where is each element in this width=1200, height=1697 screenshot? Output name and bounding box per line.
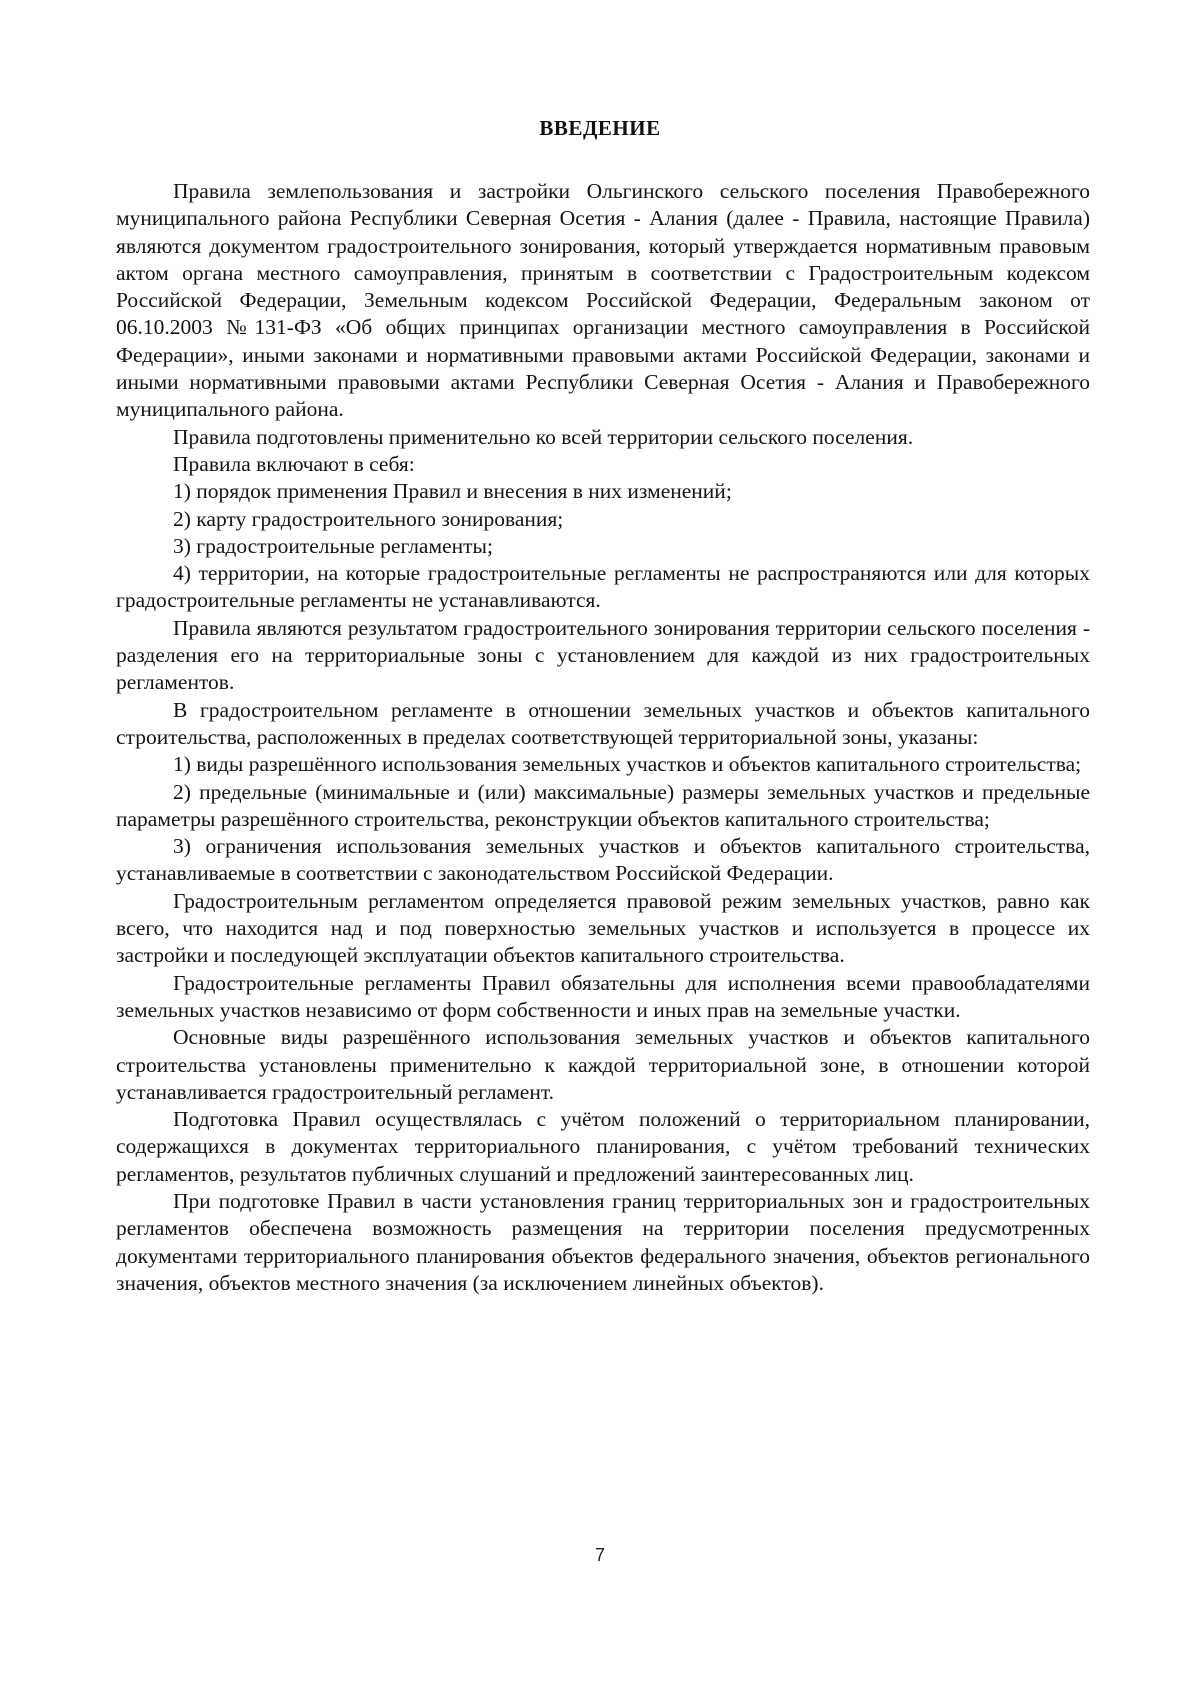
paragraph: При подготовке Правил в части установления границ территориальных зон и градостроительных регламентов обеспечена возможность размещения на территории поселения предусмотренных документами территориального планирования объектов федерального значения, объектов регионального значения, объектов местного значения (за исключением линейных объектов). bbox=[116, 1188, 1090, 1295]
paragraph: Градостроительным регламентом определяется правовой режим земельных участков, равно как всего, что находится над и под поверхностью земельных участков и используется в процессе их застройки и последующей эксплуатации объектов капитального строительства. bbox=[116, 888, 1090, 968]
paragraph: Правила землепользования и застройки Ольгинского сельского поселения Правобережного муниципального района Республики Северная Осетия - Алания (далее - Правила, настоящие Правила) являются документом градостроительного зонирования, который утверждается нормативным правовым актом органа местного самоуправления, принятым в соответствии с Градостроительным кодексом Российской Федерации, Земельным кодексом Российской Федерации, Федеральным законом от 06.10.2003 №131-ФЗ «Об общих принципах организации местного самоуправления в Российской Федерации», иными законами и нормативными правовыми актами Российской Федерации, законами и иными нормативными правовыми актами Республики Северная Осетия - Алания и Правобережного муниципального района. bbox=[116, 179, 1090, 422]
page-number: 7 bbox=[594, 1545, 605, 1565]
list-item: 3) градостроительные регламенты; bbox=[173, 533, 493, 558]
list-item: 1) виды разрешённого использования земельных участков и объектов капитального строительства; bbox=[173, 752, 1082, 777]
paragraph: Правила являются результатом градостроительного зонирования территории сельского поселения - разделения его на территориальные зоны с установлением для каждой из них градостроительных регламентов. bbox=[116, 615, 1090, 695]
body-text bbox=[116, 178, 1090, 1297]
paragraph: Правила подготовлены применительно ко всей территории сельского поселения. bbox=[173, 424, 914, 449]
paragraph: Правила включают в себя: bbox=[173, 451, 415, 476]
list-item: 2) карту градостроительного зонирования; bbox=[173, 506, 564, 531]
paragraph: Подготовка Правил осуществлялась с учётом положений о территориальном планировании, содержащихся в документах территориального планирования, с учётом требований технических регламентов, результатов публичных слушаний и предложений заинтересованных лиц. bbox=[116, 1107, 1090, 1186]
list-item: 3) ограничения использования земельных участков и объектов капитального строительства, устанавливаемые в соответствии с законодательством Российской Федерации. bbox=[116, 834, 1090, 886]
list-item: 1) порядок применения Правил и внесения в них изменений; bbox=[173, 479, 732, 504]
paragraph: Градостроительные регламенты Правил обязательны для исполнения всеми правообладателями земельных участков независимо от форм собственности и иных прав на земельные участки. bbox=[116, 970, 1090, 1022]
section-title: ВВЕДЕНИЕ bbox=[539, 116, 661, 140]
paragraph: Основные виды разрешённого использования земельных участков и объектов капитального строительства установлены применительно к каждой территориальной зоне, в отношении которой устанавливается градостроительный регламент. bbox=[116, 1025, 1090, 1104]
list-item: 4) территории, на которые градостроительные регламенты не распространяются или для которых градостроительные регламенты не устанавливаются. bbox=[116, 561, 1090, 613]
paragraph: В градостроительном регламенте в отношении земельных участков и объектов капитального строительства, расположенных в пределах соответствующей территориальной зоны, указаны: bbox=[116, 697, 1090, 749]
list-item: 2) предельные (минимальные и (или) максимальные) размеры земельных участков и предельные параметры разрешённого строительства, реконструкции объектов капитального строительства; bbox=[116, 779, 1090, 831]
